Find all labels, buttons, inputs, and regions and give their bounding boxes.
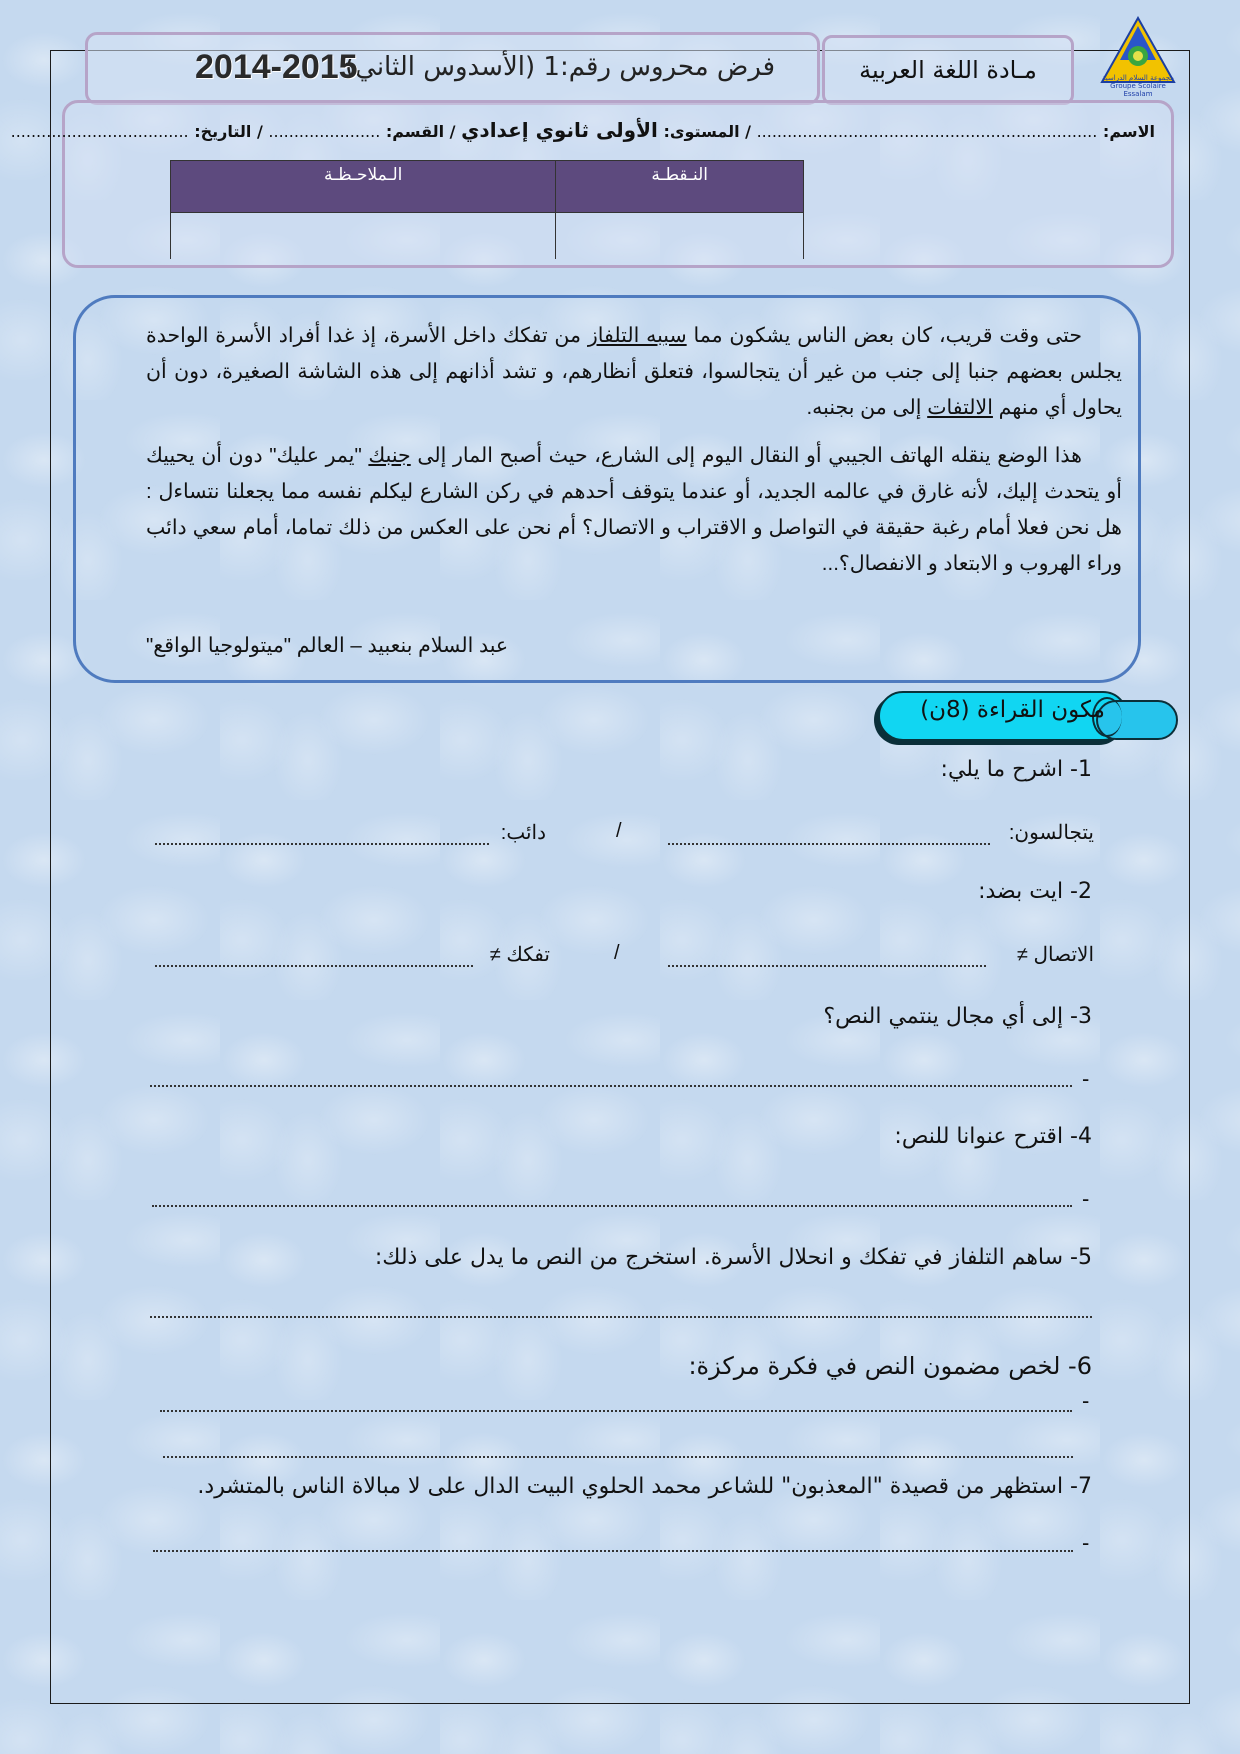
q2-answer-2[interactable] [155, 965, 473, 967]
question-7: 7- استظهر من قصيدة "المعذبون" للشاعر محمد الحلوي البيت الدال على لا مبالاة الناس بالمتشرد. [197, 1474, 1092, 1499]
q6-dash: - [1082, 1388, 1090, 1413]
level-value: الأولى ثانوي إعدادي [461, 118, 658, 142]
question-1: 1- اشرح ما يلي: [940, 757, 1092, 782]
q4-answer[interactable] [152, 1205, 1072, 1207]
question-2: 2- ايت بضد: [978, 879, 1092, 904]
question-6: 6- لخص مضمون النص في فكرة مركزة: [688, 1352, 1092, 1380]
exam-year: 2014-2015 [195, 48, 358, 86]
q2-slash: / [614, 942, 620, 964]
note-header: الـملاحـظـة [171, 161, 556, 213]
q1-answer-2[interactable] [155, 843, 489, 845]
q3-answer[interactable] [150, 1085, 1072, 1087]
q7-dash: - [1082, 1530, 1090, 1555]
logo-caption: مجموعة السلام الدراسية Groupe Scolaire Essalam [1102, 74, 1174, 98]
subject-title: مـادة اللغة العربية [822, 35, 1074, 105]
student-info-line [10, 118, 1155, 142]
q2-word-2: تفكك ≠ [489, 944, 550, 966]
question-3: 3- إلى أي مجال ينتمي النص؟ [823, 1004, 1092, 1029]
question-4: 4- اقترح عنوانا للنص: [894, 1124, 1092, 1149]
name-field[interactable]: ................................................................... [756, 122, 1098, 141]
grade-table [170, 160, 804, 259]
q1-word-1: يتجالسون: [1008, 822, 1094, 844]
section-title: مكون القراءة (8ن) [920, 697, 1105, 723]
exam-title: فرض محروس رقم:1 (الأسدوس الثاني) [345, 52, 776, 82]
date-label: / التاريخ: [194, 122, 263, 141]
q1-word-2: دائب: [500, 822, 546, 844]
passage-source: عبد السلام بنعبيد – العالم "ميتولوجيا الواقع" [146, 634, 509, 657]
q1-slash: / [616, 820, 622, 842]
q6-answer-1[interactable] [160, 1410, 1072, 1412]
passage-paragraph: حتى وقت قريب، كان بعض الناس يشكون مما سببه التلفاز من تفكك داخل الأسرة، إذ غدا أفراد الأسرة الواحدة يجلس بعضهم جنبا إلى جنب من غير أن يتجالسوا، فتعلق أنظارهم، و تشد أذانهم إلى هذه الشاشة الصغيرة، دون أن يحاول أي منهم الالتفات إلى من بجنبه. [146, 324, 1122, 419]
q1-answer-1[interactable] [668, 843, 990, 845]
question-5: 5- ساهم التلفاز في تفكك و انحلال الأسرة. استخرج من النص ما يدل على ذلك: [374, 1245, 1092, 1270]
name-label: الاسم: [1102, 122, 1155, 141]
q5-answer[interactable] [150, 1316, 1092, 1318]
grade-cell[interactable] [556, 213, 804, 259]
q7-answer[interactable] [153, 1550, 1073, 1552]
date-field[interactable]: ................................... [10, 122, 189, 141]
passage-paragraph: هذا الوضع ينقله الهاتف الجيبي أو النقال اليوم إلى الشارع، حيث أصبح المار إلى جنبك "يمر عليك" دون أن يحييك أو يتحدث إليك، لأنه غارق في عالمه الجديد، أو عندما يتوقف أحدهم في ركن الشارع ليكلم نفسه مما يجعلنا نتساءل : هل نحن فعلا أمام رغبة حقيقة في التواصل و الاقتراب و الاتصال؟ أم نحن على العكس من ذلك تماما، أمام سعي دائب وراء الهروب و الابتعاد و الانفصال؟... [146, 444, 1122, 575]
passage-text [146, 318, 1122, 594]
q2-answer-1[interactable] [668, 965, 986, 967]
grade-header: النـقطـة [556, 161, 804, 213]
level-label: / المستوى: [663, 122, 751, 141]
note-cell[interactable] [171, 213, 556, 259]
q4-dash: - [1082, 1186, 1090, 1211]
q2-word-1: الاتصال ≠ [1016, 944, 1094, 966]
class-label: / القسم: [385, 122, 456, 141]
q3-dash: - [1082, 1066, 1090, 1091]
q6-answer-2[interactable] [163, 1456, 1073, 1458]
class-field[interactable]: ...................... [268, 122, 381, 141]
